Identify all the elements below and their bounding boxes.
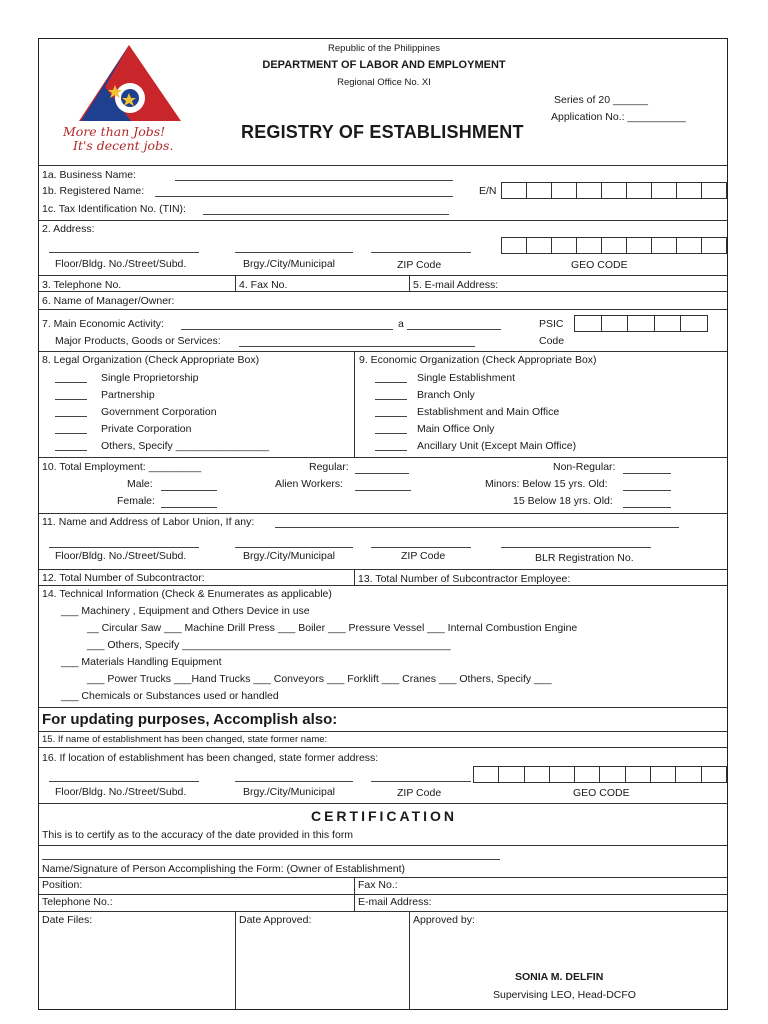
divider [39,309,727,310]
en-label: E/N [479,185,497,197]
position-label: Position: [42,879,83,891]
union-blr-field[interactable] [501,547,651,548]
nonregular-field[interactable] [623,473,671,474]
geo-label: GEO CODE [571,259,628,271]
registered-name-field[interactable] [155,196,453,197]
certification-text: This is to certify as to the accuracy of the date provided in this form [42,829,354,841]
former-zip-label: ZIP Code [397,787,442,799]
date-approved-label: Date Approved: [239,914,312,926]
economic-option: Main Office Only [417,423,495,435]
slogan-line-1: More than Jobs! [63,124,166,139]
geo-code-boxes[interactable] [501,237,727,254]
legal-org-label: 8. Legal Organization (Check Appropriate Box) [42,354,260,366]
materials-items: ___ Power Trucks ___Hand Trucks ___ Conveyors ___ Forklift ___ Cranes ___ Others, Specify ___ [87,673,552,685]
business-name-label: 1a. Business Name: [42,169,136,181]
technical-label: 14. Technical Information (Check & Enumerates as applicable) [42,588,332,600]
economic-checkbox[interactable] [375,433,407,434]
former-brgy-label: Brgy./City/Municipal [243,786,335,798]
male-label: Male: [127,478,153,490]
divider [39,707,727,708]
economic-checkbox[interactable] [375,382,407,383]
alien-field[interactable] [355,490,411,491]
region-label: Regional Office No. XI [337,77,431,88]
divider [39,513,727,514]
divider [39,731,727,732]
a-label: a [398,318,404,330]
activity-a-field[interactable] [407,329,501,330]
fax-label: 4. Fax No. [239,279,288,291]
machinery-label: ___ Machinery , Equipment and Others Device in use [61,605,310,617]
divider [39,351,727,352]
regular-label: Regular: [309,461,349,473]
divider [409,275,410,291]
tin-label: 1c. Tax Identification No. (TIN): [42,203,186,215]
male-field[interactable] [161,490,217,491]
divider [39,894,727,895]
subcontractor-label: 12. Total Number of Subcontractor: [42,572,205,584]
legal-option: Partnership [101,389,155,401]
psic-boxes[interactable] [574,315,708,332]
cert-telephone-label: Telephone No.: [42,896,113,908]
divider [39,220,727,221]
department-label: DEPARTMENT OF LABOR AND EMPLOYMENT [262,59,506,71]
q15-label: 15. If name of establishment has been changed, state former name: [42,734,328,745]
divider [39,877,727,878]
tin-field[interactable] [203,214,449,215]
divider [235,275,236,291]
cert-email-label: E-mail Address: [358,896,432,908]
union-zip-label: ZIP Code [401,550,446,562]
economic-option: Establishment and Main Office [417,406,560,418]
minors15-field[interactable] [623,490,671,491]
machinery-others: ___ Others, Specify ______________________________________________ [87,639,451,651]
economic-option: Single Establishment [417,372,516,384]
below18-field[interactable] [623,507,671,508]
divider [354,569,355,585]
legal-checkbox[interactable] [55,433,87,434]
en-boxes[interactable] [501,182,727,199]
divider [39,585,727,586]
legal-checkbox[interactable] [55,450,87,451]
address-brgy-field[interactable] [235,252,353,253]
q16-label: 16. If location of establishment has been changed, state former address: [42,752,379,764]
email-label: 5. E-mail Address: [413,279,499,291]
registered-name-label: 1b. Registered Name: [42,185,145,197]
certification-title: CERTIFICATION [310,808,458,824]
manager-label: 6. Name of Manager/Owner: [42,295,175,307]
zip-label: ZIP Code [397,259,442,271]
telephone-label: 3. Telephone No. [42,279,122,291]
below18-label: 15 Below 18 yrs. Old: [513,495,613,507]
address-zip-field[interactable] [371,252,471,253]
address-floor-field[interactable] [49,252,199,253]
signature-label: Name/Signature of Person Accomplishing the Form: (Owner of Establishment) [42,863,405,875]
divider [235,911,236,1009]
legal-option: Single Proprietorship [101,372,199,384]
divider [409,911,410,1009]
application-label: Application No.: __________ [551,111,686,123]
products-field[interactable] [239,346,475,347]
union-blr-label: BLR Registration No. [535,552,634,564]
registry-form [38,38,728,1010]
date-files-label: Date Files: [42,914,93,926]
former-floor-field[interactable] [49,781,199,782]
union-zip-field[interactable] [371,547,471,548]
approved-by-label: Approved by: [413,914,475,926]
legal-option: Private Corporation [101,423,192,435]
economic-checkbox[interactable] [375,399,407,400]
union-floor-label: Floor/Bldg. No./Street/Subd. [55,550,187,562]
subcontractor-employee-label: 13. Total Number of Subcontractor Employee: [358,573,571,585]
form-title: REGISTRY OF ESTABLISHMENT [241,122,524,142]
economic-checkbox[interactable] [375,450,407,451]
female-label: Female: [117,495,155,507]
minors15-label: Minors: Below 15 yrs. Old: [485,478,608,490]
economic-org-label: 9. Economic Organization (Check Appropriate Box) [359,354,597,366]
brgy-label: Brgy./City/Municipal [243,258,335,270]
former-floor-label: Floor/Bldg. No./Street/Subd. [55,786,187,798]
regular-field[interactable] [355,473,409,474]
address-label: 2. Address: [42,223,95,235]
economic-checkbox[interactable] [375,416,407,417]
machinery-items: __ Circular Saw ___ Machine Drill Press ___ Boiler ___ Pressure Vessel ___ Internal Combustion Engine [87,622,578,634]
code-label: Code [539,335,565,347]
legal-checkbox[interactable] [55,399,87,400]
divider [39,911,727,912]
union-brgy-label: Brgy./City/Municipal [243,550,335,562]
union-label: 11. Name and Address of Labor Union, If any: [42,516,255,528]
floor-label: Floor/Bldg. No./Street/Subd. [55,258,187,270]
divider [39,845,727,846]
divider [39,165,727,166]
divider [39,569,727,570]
approver-title: Supervising LEO, Head-DCFO [493,989,636,1001]
divider [354,351,355,457]
divider [39,275,727,276]
union-brgy-field[interactable] [235,547,353,548]
divider [39,457,727,458]
nonregular-label: Non-Regular: [553,461,616,473]
divider [39,803,727,804]
economic-option: Ancillary Unit (Except Main Office) [417,440,577,452]
female-field[interactable] [161,507,217,508]
psic-label: PSIC [539,318,564,330]
republic-label: Republic of the Philippines [328,43,440,54]
union-field[interactable] [275,527,679,528]
former-zip-field[interactable] [371,781,471,782]
former-geo-label: GEO CODE [573,787,630,799]
business-name-field[interactable] [175,180,453,181]
former-brgy-field[interactable] [235,781,353,782]
divider [39,291,727,292]
cert-fax-label: Fax No.: [358,879,398,891]
economic-option: Branch Only [417,389,475,401]
alien-label: Alien Workers: [275,478,344,490]
approver-name: SONIA M. DELFIN [515,971,604,983]
legal-checkbox[interactable] [55,416,87,417]
total-employment-label: 10. Total Employment: _________ [42,461,202,473]
series-label: Series of 20 ______ [554,94,648,106]
slogan-line-2: It's decent jobs. [73,138,174,153]
signature-field[interactable] [42,859,500,860]
products-label: Major Products, Goods or Services: [55,335,221,347]
materials-label: ___ Materials Handling Equipment [61,656,222,668]
legal-option: Government Corporation [101,406,217,418]
legal-option: Others, Specify ________________ [101,440,270,452]
divider [39,747,727,748]
main-activity-field[interactable] [181,329,393,330]
union-floor-field[interactable] [49,547,199,548]
main-activity-label: 7. Main Economic Activity: [42,318,164,330]
legal-checkbox[interactable] [55,382,87,383]
updating-title: For updating purposes, Accomplish also: [42,711,338,728]
chemicals-label: ___ Chemicals or Substances used or handled [61,690,279,702]
former-geo-boxes[interactable] [473,766,727,783]
